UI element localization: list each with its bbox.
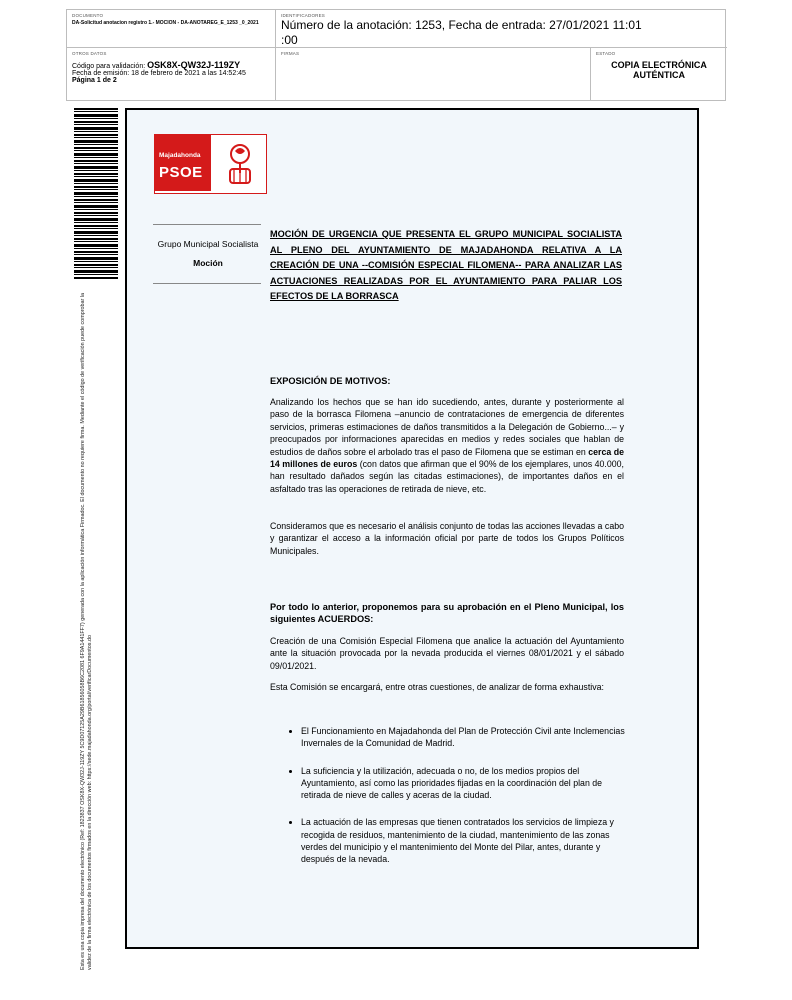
acuerdos-heading: Por todo lo anterior, proponemos para su aprobación en el Pleno Municipal, los siguientes ACUERDOS: (270, 602, 624, 625)
logo-red-box (155, 135, 211, 191)
document-type: Moción (193, 258, 223, 268)
anotacion-text: Número de la anotación: 1253, Fecha de entrada: 27/01/2021 11:01 :00 (281, 18, 642, 47)
firmas-label: FIRMAS (281, 51, 300, 56)
list-item: • La actuación de las empresas que tienen contratados los servicios de limpieza y recogida de residuos, mantenimiento de la ciudad, mantenimiento de las zonas verdes del municipio y el mantenimiento del Monte del Pilar, antes, durante y después de la nevada. (301, 816, 631, 865)
codigo-validacion (72, 60, 270, 70)
documento-cell (67, 10, 276, 48)
identificadores-cell (276, 10, 727, 48)
sidebar-rule-bottom (153, 283, 261, 284)
list-item: • El Funcionamiento en Majadahonda del Plan de Protección Civil ante Inclemencias Invernales de la Comunidad de Madrid. (301, 725, 631, 750)
exposicion-heading: EXPOSICIÓN DE MOTIVOS: (270, 376, 391, 386)
exposicion-p1-b: (con datos que afirman que el 90% de los ejemplares, unos 40.000, han resultado dañados según las citadas estimaciones), de importantes daños en el asfaltado tras las operaciones de retirada de nieve, etc. (270, 459, 624, 494)
document-header (66, 9, 726, 101)
barcode (74, 108, 118, 280)
acuerdos-paragraph-1: Creación de una Comisión Especial Filomena que analice la actuación del Ayuntamiento ante la situación provocada por la nevada producida el viernes 08/01/2021 y el sábado 09/01/2021. (270, 636, 624, 671)
acuerdos-list (285, 725, 631, 881)
fecha-emision: Fecha de emisión: 18 de febrero de 2021 a las 14:52:45 (72, 70, 246, 77)
codigo-prefix: Código para validación: (72, 63, 146, 70)
documento-label: DOCUMENTO (72, 13, 104, 18)
scanned-page (125, 108, 699, 949)
sidebar-rule-top (153, 224, 261, 225)
otros-datos-label: OTROS DATOS (72, 51, 107, 56)
logo-party: PSOE (159, 164, 203, 181)
otros-datos-cell (67, 48, 276, 100)
group-name: Grupo Municipal Socialista (157, 239, 259, 249)
documento-text: DA-Solicitud anotacion registro 1.- MOCION - DA-ANOTAREG_E_1253 _0_2021 (72, 20, 259, 26)
exposicion-p1-bold: cerca de 14 millones de euros (270, 446, 624, 470)
verification-side-text: Esta es una copia impresa del documento electrónico (Ref: 1823837 OSK8X-QW32J-119ZY 5C9D07125A29B61856058B6C2081 6F9A1441FF7) generada con la aplicación informática Firmadoc. El documento no requiere firma. Mediante el código de verificación puede comprobar la validez de la firma electrónica de los documentos firmados en la dirección web: https://sede.majadahonda.org/portal/verificarDocumentos.do (80, 292, 93, 970)
motion-title: MOCIÓN DE URGENCIA QUE PRESENTA EL GRUPO MUNICIPAL SOCIALISTA AL PLENO DEL AYUNTAMIENTO DE MAJADAHONDA RELATIVA A LA CREACIÓN DE UNA --COMISIÓN ESPECIAL FILOMENA-- PARA ANALIZAR LAS ACTUACIONES REALIZADAS POR EL AYUNTAMIENTO PARA PALIAR LOS EFECTOS DE LA BORRASCA (270, 229, 622, 301)
psoe-logo (154, 134, 267, 194)
list-item: • La suficiencia y la utilización, adecuada o no, de los medios propios del Ayuntamiento, así como las prioridades fijadas en la coordinación del plan de retirada de nieve de calles y aceras de la ciudad. (301, 765, 631, 802)
codigo-value: OSK8X-QW32J-119ZY (147, 60, 241, 70)
acuerdos-paragraph-2: Esta Comisión se encargará, entre otras cuestiones, de analizar de forma exhaustiva: (270, 682, 604, 692)
firmas-cell (276, 48, 591, 100)
exposicion-paragraph-2: Consideramos que es necesario el análisis conjunto de todas las acciones llevadas a cabo y garantizar el acceso a la información oficial por parte de todos los Grupos Políticos Municipales. (270, 521, 624, 556)
estado-value: COPIA ELECTRÓNICA AUTÉNTICA (611, 60, 707, 80)
identificadores-label: IDENTIFICADORES (281, 13, 326, 18)
exposicion-paragraph-1 (270, 396, 624, 495)
pagina: Página 1 de 2 (72, 77, 117, 84)
rose-fist-icon (217, 141, 263, 187)
estado-label: ESTADO (596, 51, 616, 56)
logo-city: Majadahonda (159, 152, 201, 159)
estado-cell (591, 48, 727, 100)
exposicion-p1-a: Analizando los hechos que se han ido sucediendo, antes, durante y posteriormente al paso de la borrasca Filomena –anuncio de contrataciones de emergencia de diferentes servicios, primeras estimaciones de daños transmitidos a la Delegación de Gobierno...– y preocupados por informaciones aparecidas en medios y redes sociales que hablan de estudios de daños sobre el arbolado tras el paso de Filomena que se estiman en (270, 397, 624, 457)
